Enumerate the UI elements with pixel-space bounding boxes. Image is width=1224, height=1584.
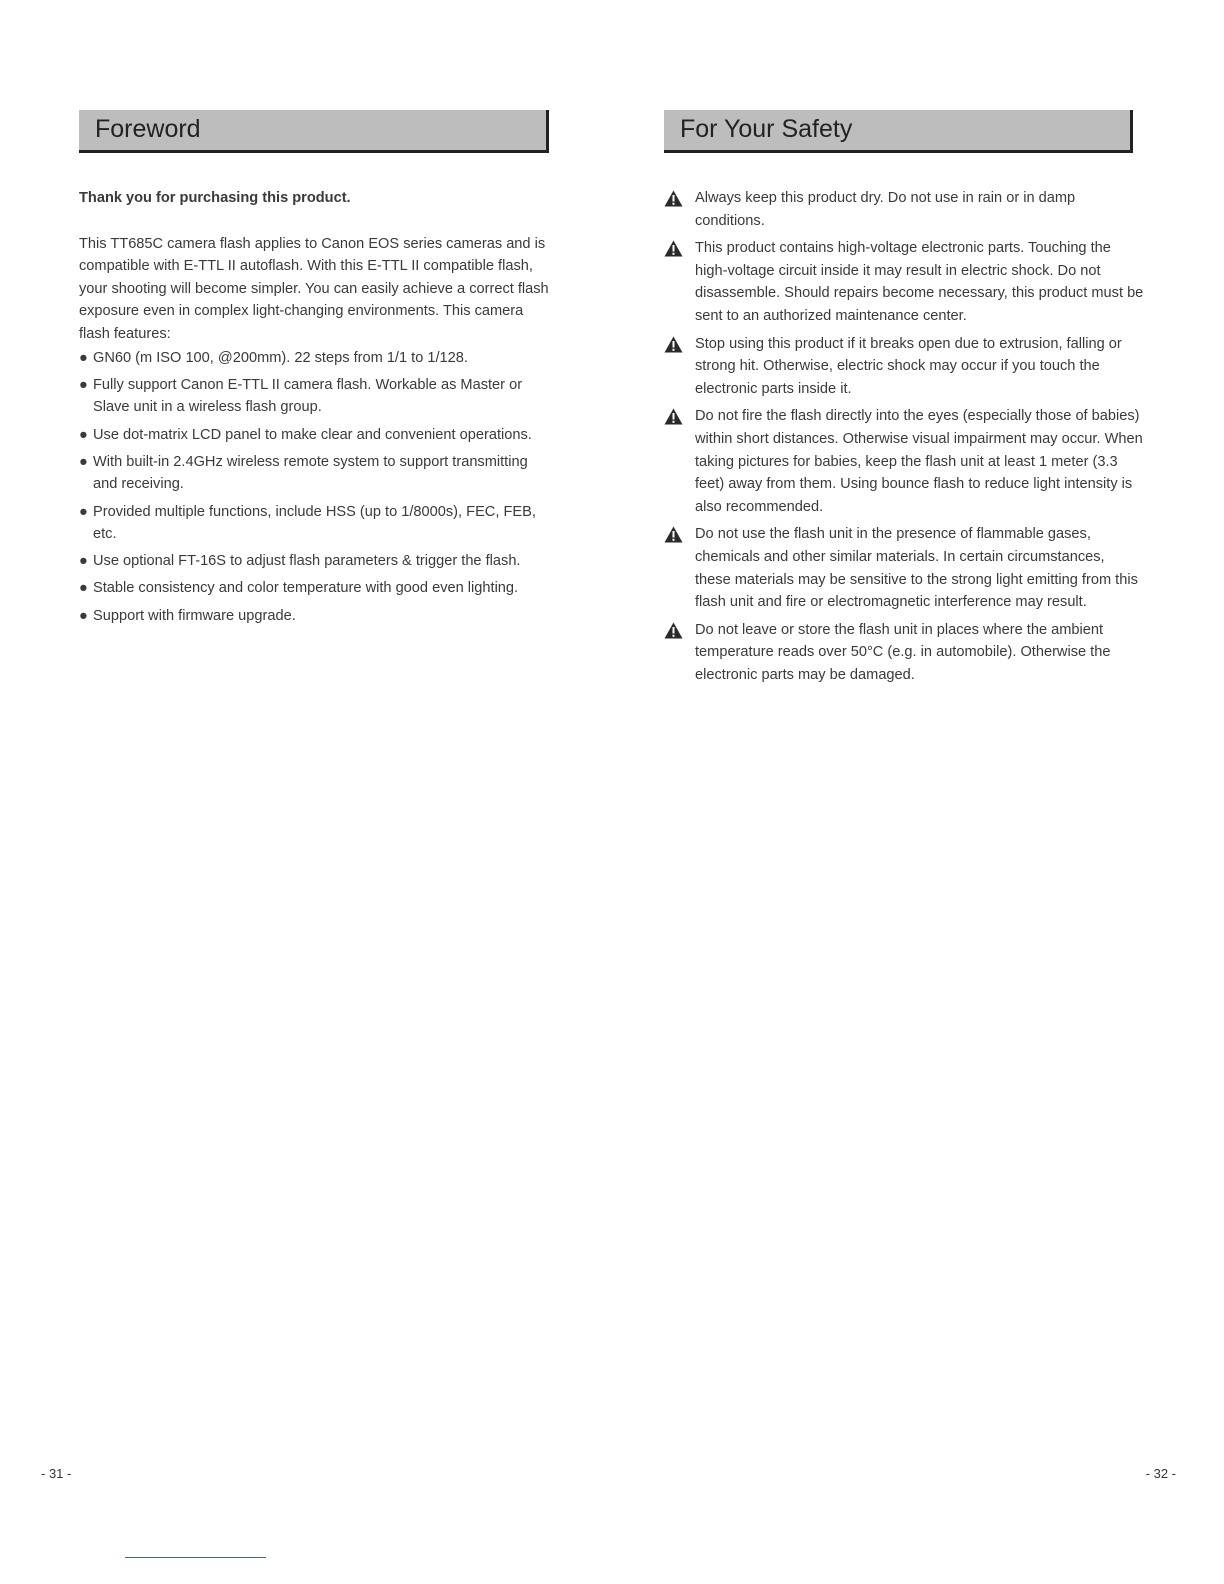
feature-item <box>79 347 554 370</box>
warning-item <box>664 187 1144 232</box>
warning-item <box>664 619 1144 687</box>
foreword-header <box>79 110 549 153</box>
feature-text: Fully support Canon E-TTL II camera flash. Workable as Master or Slave unit in a wireless flash group. <box>93 376 523 416</box>
warning-triangle-icon <box>664 190 683 207</box>
feature-list <box>79 347 554 628</box>
feature-text: With built-in 2.4GHz wireless remote system to support transmitting and receiving. <box>93 453 528 493</box>
warning-triangle-icon <box>664 240 683 257</box>
warning-text: Stop using this product if it breaks open due to extrusion, falling or strong hit. Otherwise, electric shock may occur if you touch the electronic parts inside it. <box>695 335 1122 397</box>
safety-title: For Your Safety <box>680 115 853 143</box>
warning-text: Do not fire the flash directly into the eyes (especially those of babies) within short distances. Otherwise visual impairment may occur. When taking pictures for babies, keep the flash unit at least 1 meter (3.3 feet) away from them. Using bounce flash to reduce light intensity is also recommended. <box>695 408 1143 515</box>
feature-item <box>79 577 554 600</box>
foreword-content <box>79 187 554 632</box>
page-safety <box>612 0 1224 1584</box>
bullet-icon: ● <box>79 607 88 624</box>
warning-list <box>664 187 1144 686</box>
feature-text: Support with firmware upgrade. <box>93 607 296 624</box>
feature-item <box>79 605 554 628</box>
warning-text: This product contains high-voltage electronic parts. Touching the high-voltage circuit inside it may result in electric shock. Do not disassemble. Should repairs become necessary, this product must be sent to an authorized maintenance center. <box>695 240 1144 324</box>
warning-text: Always keep this product dry. Do not use in rain or in damp conditions. <box>695 190 1076 229</box>
bullet-icon: ● <box>79 453 88 470</box>
bullet-icon: ● <box>79 553 88 570</box>
warning-item <box>664 523 1144 613</box>
bullet-icon: ● <box>79 376 88 393</box>
bullet-icon: ● <box>79 349 88 366</box>
footer-link-line <box>125 1557 266 1558</box>
feature-text: Stable consistency and color temperature with good even lighting. <box>93 580 519 597</box>
safety-header <box>664 110 1133 153</box>
warning-triangle-icon <box>664 408 683 425</box>
bullet-icon: ● <box>79 580 88 597</box>
feature-item <box>79 451 554 496</box>
bullet-icon: ● <box>79 426 88 443</box>
feature-item <box>79 374 554 419</box>
page-number-left: - 31 - <box>41 1466 72 1481</box>
warning-item <box>664 333 1144 401</box>
feature-text: GN60 (m ISO 100, @200mm). 22 steps from 1/1 to 1/128. <box>93 349 468 366</box>
warning-triangle-icon <box>664 526 683 543</box>
feature-item <box>79 550 554 573</box>
warning-triangle-icon <box>664 622 683 639</box>
warning-triangle-icon <box>664 336 683 353</box>
safety-content <box>664 187 1144 691</box>
feature-text: Use dot-matrix LCD panel to make clear and convenient operations. <box>93 426 532 443</box>
feature-text: Use optional FT-16S to adjust flash parameters & trigger the flash. <box>93 553 521 570</box>
feature-item <box>79 501 554 546</box>
foreword-intro: This TT685C camera flash applies to Canon EOS series cameras and is compatible with E-TTL II autoflash. With this E-TTL II compatible flash, your shooting will become simpler. You can easily achieve a correct flash exposure even in complex light-changing environments. This camera flash features: <box>79 235 549 342</box>
foreword-lead: Thank you for purchasing this product. <box>79 190 351 206</box>
warning-text: Do not leave or store the flash unit in places where the ambient temperature reads over 50°C (e.g. in automobile). Otherwise the electronic parts may be damaged. <box>695 621 1111 683</box>
feature-text: Provided multiple functions, include HSS (up to 1/8000s), FEC, FEB, etc. <box>93 503 536 543</box>
page-number-right: - 32 - <box>1145 1466 1176 1481</box>
warning-item <box>664 237 1144 327</box>
feature-item <box>79 424 554 447</box>
warning-item <box>664 405 1144 518</box>
warning-text: Do not use the flash unit in the presence of flammable gases, chemicals and other similar materials. In certain circumstances, these materials may be sensitive to the strong light emitting from this flash unit and fire or electromagnetic interference may result. <box>695 526 1138 611</box>
bullet-icon: ● <box>79 503 88 520</box>
foreword-title: Foreword <box>95 115 201 143</box>
